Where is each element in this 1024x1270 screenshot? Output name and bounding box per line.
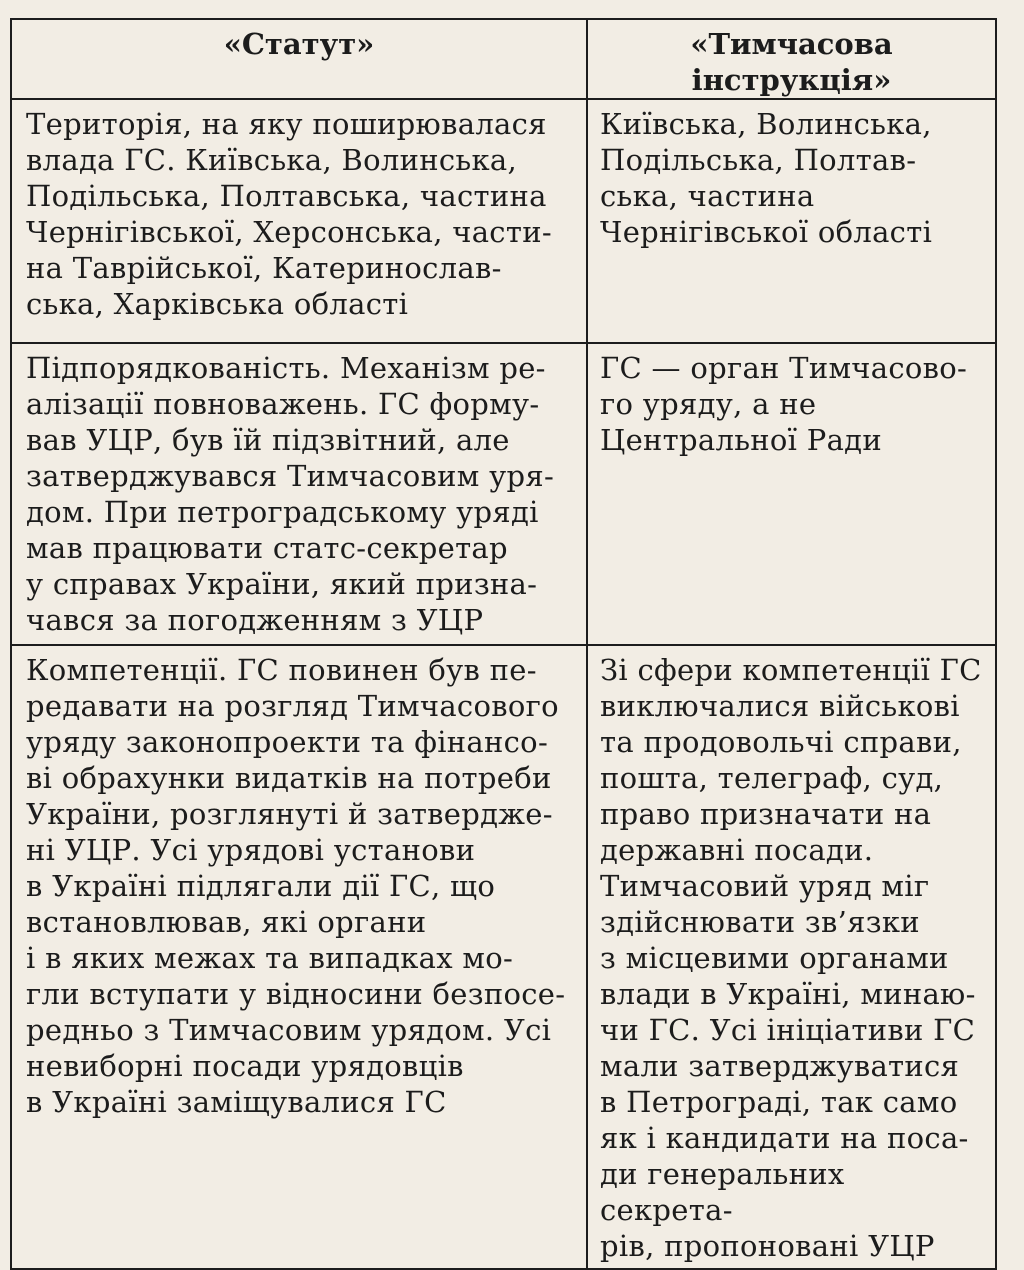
header-statut: «Статут» <box>11 19 587 99</box>
cell-statut-subordination: Підпорядкованість. Механізм ре- алізації повноважень. ГС форму- вав УЦР, був їй підзвітний, але затверджувався Тимчасовим уря- дом. При петроградському уряді мав працювати статс-секретар у справах України, який призна- чався за погодженням з УЦР <box>11 343 587 645</box>
table-row-competences <box>11 645 996 1269</box>
cell-statut-territory: Територія, на яку поширювалася влада ГС. Київська, Волинська, Подільська, Полтавська, частина Чернігівської, Херсонська, части- на Таврійської, Катеринослав- ська, Харківська області <box>11 99 587 343</box>
table-row-subordination <box>11 343 996 645</box>
cell-instruction-subordination: ГС — орган Тимчасово- го уряду, а не Центральної Ради <box>587 343 996 645</box>
cell-statut-competences: Компетенції. ГС повинен був пе- редавати на розгляд Тимчасового уряду законопроекти та фінансо- ві обрахунки видатків на потреби України, розглянуті й затвердже- ні УЦР. Усі урядові установи в Україні підлягали дії ГС, що встановлював, які органи і в яких межах та випадках мо- гли вступати у відносини безпосе- редньо з Тимчасовим урядом. Усі невиборні посади урядовців в Україні заміщувалися ГС <box>11 645 587 1269</box>
comparison-table <box>10 18 997 1270</box>
header-temporary-instruction: «Тимчасова інструкція» <box>587 19 996 99</box>
table-header-row <box>11 19 996 99</box>
cell-instruction-competences: Зі сфери компетенції ГС виключалися військові та продовольчі справи, пошта, телеграф, суд, право призначати на державні посади. Тимчасовий уряд міг здійснювати зв’язки з місцевими органами влади в Україні, минаю- чи ГС. Усі ініціативи ГС мали затверджуватися в Петрограді, так само як і кандидати на поса- ди генеральних секрета- рів, пропоновані УЦР <box>587 645 996 1269</box>
table-row-territory <box>11 99 996 343</box>
cell-instruction-territory: Київська, Волинська, Подільська, Полтав- ська, частина Чернігівської області <box>587 99 996 343</box>
